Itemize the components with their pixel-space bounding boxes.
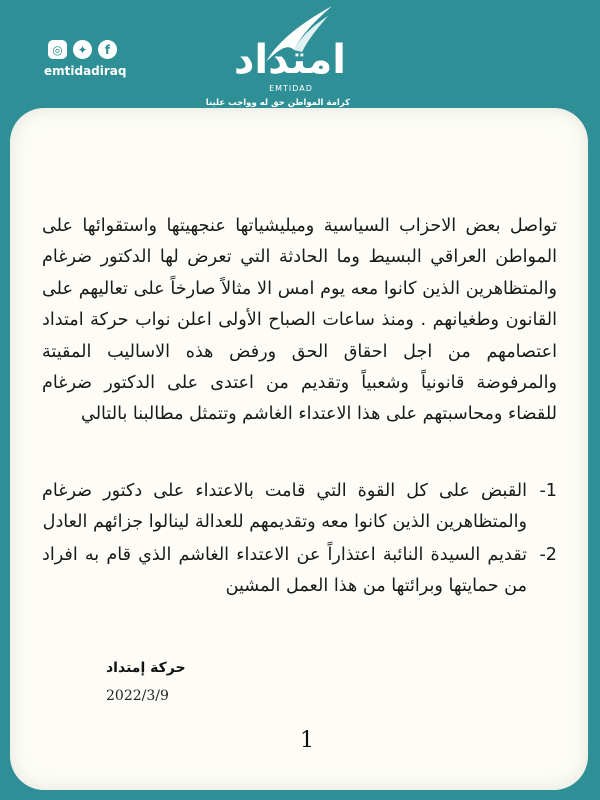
twitter-icon[interactable]: ✦	[73, 40, 92, 59]
statement-card	[10, 108, 588, 790]
statement-paragraph: تواصل بعض الاحزاب السياسية وميليشياتها عنجهيتها واستقوائها على المواطن العراقي البسيط وما الحادثة التي تعرض لها الدكتور ضرغام والمتظاهرين الذين كانوا معه يوم امس الا مثالاً صارخاً على تعاليهم على القانون وطغيانهم . ومنذ ساعات الصباح الأولى اعلن نواب حركة امتداد اعتصامهم من اجل احقاق الحق ورفض هذه الاساليب المقيتة والمرفوضة قانونياً وشعبياً وتقديم من اعتدى على الدكتور ضرغام للقضاء ومحاسبتهم على هذا الاعتداء الغاشم وتتمثل مطالبنا بالتالي	[42, 216, 557, 425]
demand-text: القبض على كل القوة التي قامت بالاعتداء على دكتور ضرغام والمتظاهرين الذين كانوا معه وتقديمهم للعدالة لينالوا جزائهم العادل	[42, 481, 527, 533]
statement-body	[42, 211, 557, 431]
instagram-icon[interactable]: ◎	[48, 40, 67, 59]
list-item	[42, 476, 557, 539]
facebook-icon[interactable]: f	[98, 40, 117, 59]
demand-number: -2	[539, 544, 557, 565]
logo-latin: EMTIDAD	[269, 84, 313, 93]
statement-date: 2022/3/9	[106, 688, 169, 704]
emtidad-logo	[205, 4, 350, 112]
demand-number: -1	[539, 481, 557, 501]
page-number: 1	[300, 728, 314, 753]
logo-tagline: كرامة المواطن حق له وواجب علينا	[205, 98, 350, 108]
signature: حركة إمتداد	[106, 660, 186, 676]
logo-wordmark: امتداد	[233, 37, 346, 83]
list-item	[42, 540, 557, 603]
demands-list	[42, 476, 557, 604]
header	[0, 0, 600, 110]
demand-text: تقديم السيدة النائبة اعتذاراً عن الاعتداء الغاشم الذي قام به افراد من حمايتها وبرائتها من هذا العمل المشين	[42, 544, 527, 597]
social-handle[interactable]: emtidadiraq	[44, 64, 127, 78]
social-icons	[48, 40, 117, 59]
